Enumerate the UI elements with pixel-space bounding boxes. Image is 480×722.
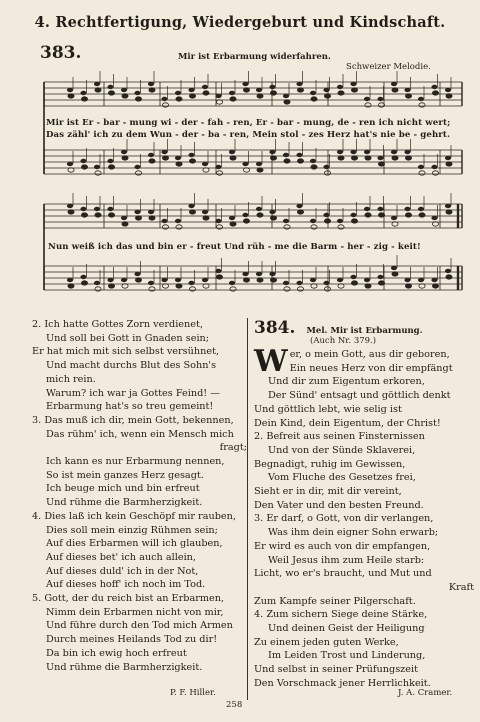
verse-line: 3. Das muß ich dir, mein Gott, bekennen, [32, 414, 234, 426]
hymn-383-number: 383. [40, 43, 82, 63]
verse-line: mich rein. [46, 373, 96, 385]
hymn-384-author: J. A. Cramer. [398, 688, 453, 698]
verse-line: Weil Jesus ihm zum Heile starb: [268, 554, 425, 566]
verse-line: fragt; [219, 442, 247, 454]
verse-line: Licht, wo er's braucht, und Mut und [254, 568, 432, 580]
hymn-383-verses [32, 318, 247, 674]
lyric-line-1b: Das zähl' ich zu dem Wun - der - ba - ren, Mein stol - zes Herz hat's nie be - gehrt. [46, 130, 451, 140]
verse-line: Nimm dein Erbarmen nicht von mir, [46, 606, 224, 618]
verse-line: 5. Gott, der du reich bist an Erbarmen, [32, 593, 225, 605]
hymn-383-title: Mir ist Erbarmung widerfahren. [178, 52, 331, 62]
drop-cap: W [254, 344, 288, 379]
page-number: 258 [226, 700, 243, 710]
verse-line: Auf dieses hoff' ich noch im Tod. [46, 579, 206, 591]
melody-source: Schweizer Melodie. [346, 62, 431, 72]
hymn-384-first-line: er, o mein Gott, aus dir geboren, [289, 349, 450, 360]
verse-line: Dein Kind, dein Eigentum, der Christ! [254, 417, 441, 429]
verse-line: Auf dieses duld' ich in der Not, [46, 565, 199, 577]
verse-line: Und führe durch den Tod mich Armen [46, 620, 233, 632]
verse-line: 4. Zum sichern Siege deine Stärke, [254, 609, 428, 621]
hymn-384-number: 384. [254, 318, 296, 338]
verse-line: Und göttlich lebt, wie selig ist [254, 403, 402, 415]
verse-line: Ich beuge mich und bin erfreut [46, 483, 200, 495]
verse-line: Den Vorschmack jener Herrlichkeit. [254, 677, 431, 689]
verse-line: Und dir zum Eigentum erkoren, [268, 376, 425, 388]
verse-line: Den Vater und den besten Freund. [254, 499, 424, 511]
verse-line: Vom Fluche des Gesetzes frei, [268, 472, 416, 484]
verse-line: Zu einem jeden guten Werke, [254, 636, 399, 648]
music-system-1 [0, 0, 480, 200]
verse-line: Und selbst in seiner Prüfungszeit [254, 664, 418, 676]
verse-line: Ich kann es nur Erbarmung nennen, [46, 456, 225, 468]
verse-line: Dies soll mein einzig Rühmen sein; [46, 524, 218, 536]
verse-line: Und deinen Geist der Heiligung [268, 623, 425, 635]
verse-line: Und von der Sünde Sklaverei, [268, 444, 416, 456]
verse-line: Zum Kampfe seiner Pilgerschaft. [254, 595, 416, 607]
verse-line: Das rühm' ich, wenn ein Mensch mich [46, 428, 234, 440]
section-title: 4. Rechtfertigung, Wiedergeburt und Kindschaft. [34, 14, 446, 31]
verse-line: Da bin ich ewig hoch erfreut [46, 647, 187, 659]
verse-line: Er hat mich mit sich selbst versühnet, [32, 346, 220, 358]
verse-line: Warum? ich war ja Gottes Feind! — [46, 387, 220, 399]
hymn-384-melody: Mel. Mir ist Erbarmung. [306, 326, 423, 336]
verse-line: 4. Dies laß ich kein Geschöpf mir rauben, [32, 510, 236, 522]
verse-line: 3. Er darf, o Gott, von dir verlangen, [254, 513, 434, 525]
verse-line: Und rühme die Barmherzigkeit. [46, 497, 203, 509]
hymn-384 [254, 318, 474, 691]
verse-line: Auf dieses bet' ich auch allein, [46, 551, 196, 563]
verse-line: Begnadigt, ruhig im Gewissen, [254, 458, 406, 470]
verse-line: 2. Ich hatte Gottes Zorn verdienet, [32, 319, 203, 330]
verse-line: Und soll bei Gott in Gnaden sein; [46, 332, 210, 344]
verse-line: Und rühme die Barmherzigkeit. [46, 661, 203, 673]
verse-line: Sieht er in dir, mit dir vereint, [254, 486, 402, 498]
verse-line: So ist mein ganzes Herz gesagt. [46, 469, 204, 481]
verse-line: Der Sünd' entsagt und göttlich denkt [268, 390, 451, 402]
verse-line: Was ihm dein eigner Sohn erwarb; [268, 527, 439, 539]
column-divider [247, 318, 248, 700]
verse-line: 2. Befreit aus seinen Finsternissen [254, 431, 425, 443]
verse-line: Und macht durchs Blut des Sohn's [46, 360, 217, 372]
lyric-line-2: Nun weiß ich das und bin er - freut Und rüh - me die Barm - her - zig - keit! [48, 242, 421, 252]
verse-line: Kraft [448, 581, 474, 593]
hymn-383-author: P. F. Hiller. [170, 688, 216, 698]
verse-line: Durch meines Heilands Tod zu dir! [46, 634, 218, 646]
verse-line: Ein neues Herz von dir empfängt [289, 362, 453, 374]
verse-line: Auf dies Erbarmen will ich glauben, [46, 538, 223, 550]
hymn-384-reference: (Auch Nr. 379.) [310, 336, 377, 346]
lyric-line-1a: Mir ist Er - bar - mung wi - der - fah - ren, Er - bar - mung, de - ren ich nicht wert; [46, 118, 451, 128]
verse-line: Erbarmung hat's so treu gemeint! [46, 401, 214, 413]
verse-line: Er wird es auch von dir empfangen, [254, 540, 431, 552]
verse-line: Im Leiden Trost und Linderung, [268, 650, 426, 662]
